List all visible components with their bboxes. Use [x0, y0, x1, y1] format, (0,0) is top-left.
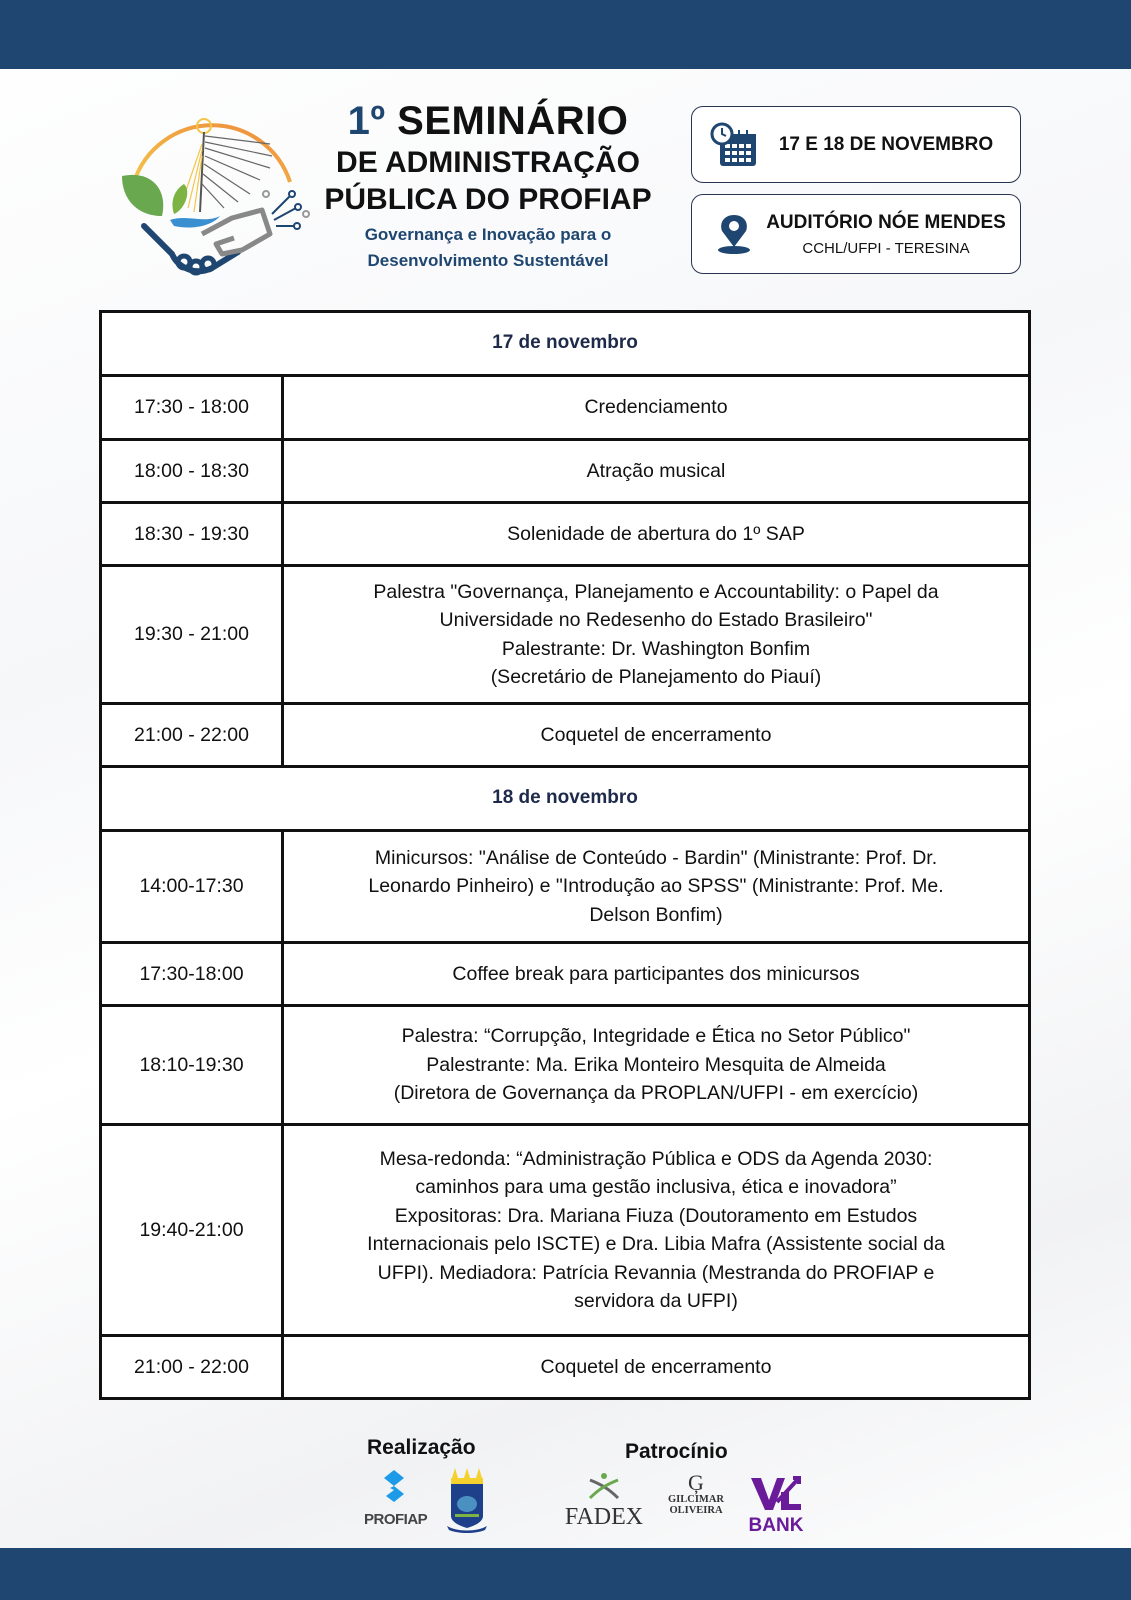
event-title-line1: 1º SEMINÁRIO: [347, 99, 629, 143]
activity-cell: Atração musical: [283, 440, 1030, 503]
event-venue-label: AUDITÓRIO NÓE MENDES: [766, 211, 1006, 233]
location-pin-icon: [702, 213, 766, 255]
activity-cell: Coquetel de encerramento: [283, 1336, 1030, 1399]
time-cell: 18:00 - 18:30: [101, 440, 283, 503]
gilcimar-oliveira-logo: Ģ GILCIMAR OLIVEIRA: [664, 1472, 728, 1532]
table-row: [101, 376, 1030, 440]
time-cell: 21:00 - 22:00: [101, 704, 283, 767]
event-date-box: [691, 106, 1021, 183]
calendar-clock-icon: [702, 122, 766, 168]
table-row: [101, 1006, 1030, 1125]
activity-cell: Minicursos: "Análise de Conteúdo - Bardin" (Ministrante: Prof. Dr. Leonardo Pinheiro) e "Introdução ao SPSS" (Ministrante: Prof. Me. Delson Bonfim): [283, 831, 1030, 943]
activity-cell: Palestra "Governança, Planejamento e Accountability: o Papel da Universidade no Redesenho do Estado Brasileiro" Palestrante: Dr. Washington Bonfim (Secretário de Planejamento do Piauí): [283, 566, 1030, 704]
event-location-box: [691, 194, 1021, 274]
table-row: [101, 440, 1030, 503]
table-row: [101, 943, 1030, 1006]
table-row: [101, 566, 1030, 704]
time-cell: 21:00 - 22:00: [101, 1336, 283, 1399]
ufpi-crest-logo: [445, 1466, 489, 1534]
vl-bank-logo: BANK: [744, 1472, 808, 1534]
profiap-logo: PROFIAP: [364, 1468, 424, 1534]
table-row: [101, 1125, 1030, 1336]
table-row: [101, 1336, 1030, 1399]
activity-cell: Mesa-redonda: “Administração Pública e ODS da Agenda 2030: caminhos para uma gestão inclusiva, ética e inovadora” Expositoras: Dra. Mariana Fiuza (Doutoramento em Estudos Internacionais pelo ISCTE) e Dra. Libia Mafra (Assistente social da UFPI). Mediadora: Patrícia Revannia (Mestranda do PROFIAP e servidora da UFPI): [283, 1125, 1030, 1336]
time-cell: 14:00-17:30: [101, 831, 283, 943]
time-cell: 17:30-18:00: [101, 943, 283, 1006]
activity-cell: Credenciamento: [283, 376, 1030, 440]
bottom-banner-bar: [0, 1548, 1131, 1600]
day-header-row: [101, 767, 1030, 831]
fadex-mark-icon: [584, 1472, 624, 1500]
profiap-mark-icon: [364, 1468, 424, 1514]
vl-bank-mark-icon: [747, 1472, 805, 1512]
event-title-line2: DE ADMINISTRAÇÃO: [336, 146, 640, 179]
day-header: 17 de novembro: [101, 312, 1030, 376]
event-subtitle: Governança e Inovação para o Desenvolvimento Sustentável: [364, 225, 612, 270]
event-title-block: [318, 98, 658, 274]
event-date-label: 17 E 18 DE NOVEMBRO: [778, 133, 994, 155]
day-header: 18 de novembro: [101, 767, 1030, 831]
activity-cell: Solenidade de abertura do 1º SAP: [283, 503, 1030, 566]
activity-cell: Coquetel de encerramento: [283, 704, 1030, 767]
fadex-logo: FADEX: [562, 1472, 646, 1534]
day-header-row: [101, 312, 1030, 376]
table-row: [101, 503, 1030, 566]
table-row: [101, 831, 1030, 943]
patrocinio-label: Patrocínio: [625, 1440, 728, 1463]
activity-cell: Coffee break para participantes dos minicursos: [283, 943, 1030, 1006]
time-cell: 18:10-19:30: [101, 1006, 283, 1125]
time-cell: 19:30 - 21:00: [101, 566, 283, 704]
time-cell: 17:30 - 18:00: [101, 376, 283, 440]
table-row: [101, 704, 1030, 767]
handshake-sun-leaf-logo: [112, 104, 312, 282]
event-title-line3: PÚBLICA DO PROFIAP: [324, 183, 652, 216]
realizacao-label: Realização: [367, 1436, 476, 1459]
time-cell: 18:30 - 19:30: [101, 503, 283, 566]
time-cell: 19:40-21:00: [101, 1125, 283, 1336]
event-venue-sublabel: CCHL/UFPI - TERESINA: [802, 239, 970, 257]
activity-cell: Palestra: “Corrupção, Integridade e Ética no Setor Público" Palestrante: Ma. Erika Monteiro Mesquita de Almeida (Diretora de Governança da PROPLAN/UFPI - em exercício): [283, 1006, 1030, 1125]
top-banner-bar: [0, 0, 1131, 69]
gilcimar-monogram-icon: Ģ: [688, 1470, 704, 1495]
schedule-table: [99, 310, 1031, 1400]
